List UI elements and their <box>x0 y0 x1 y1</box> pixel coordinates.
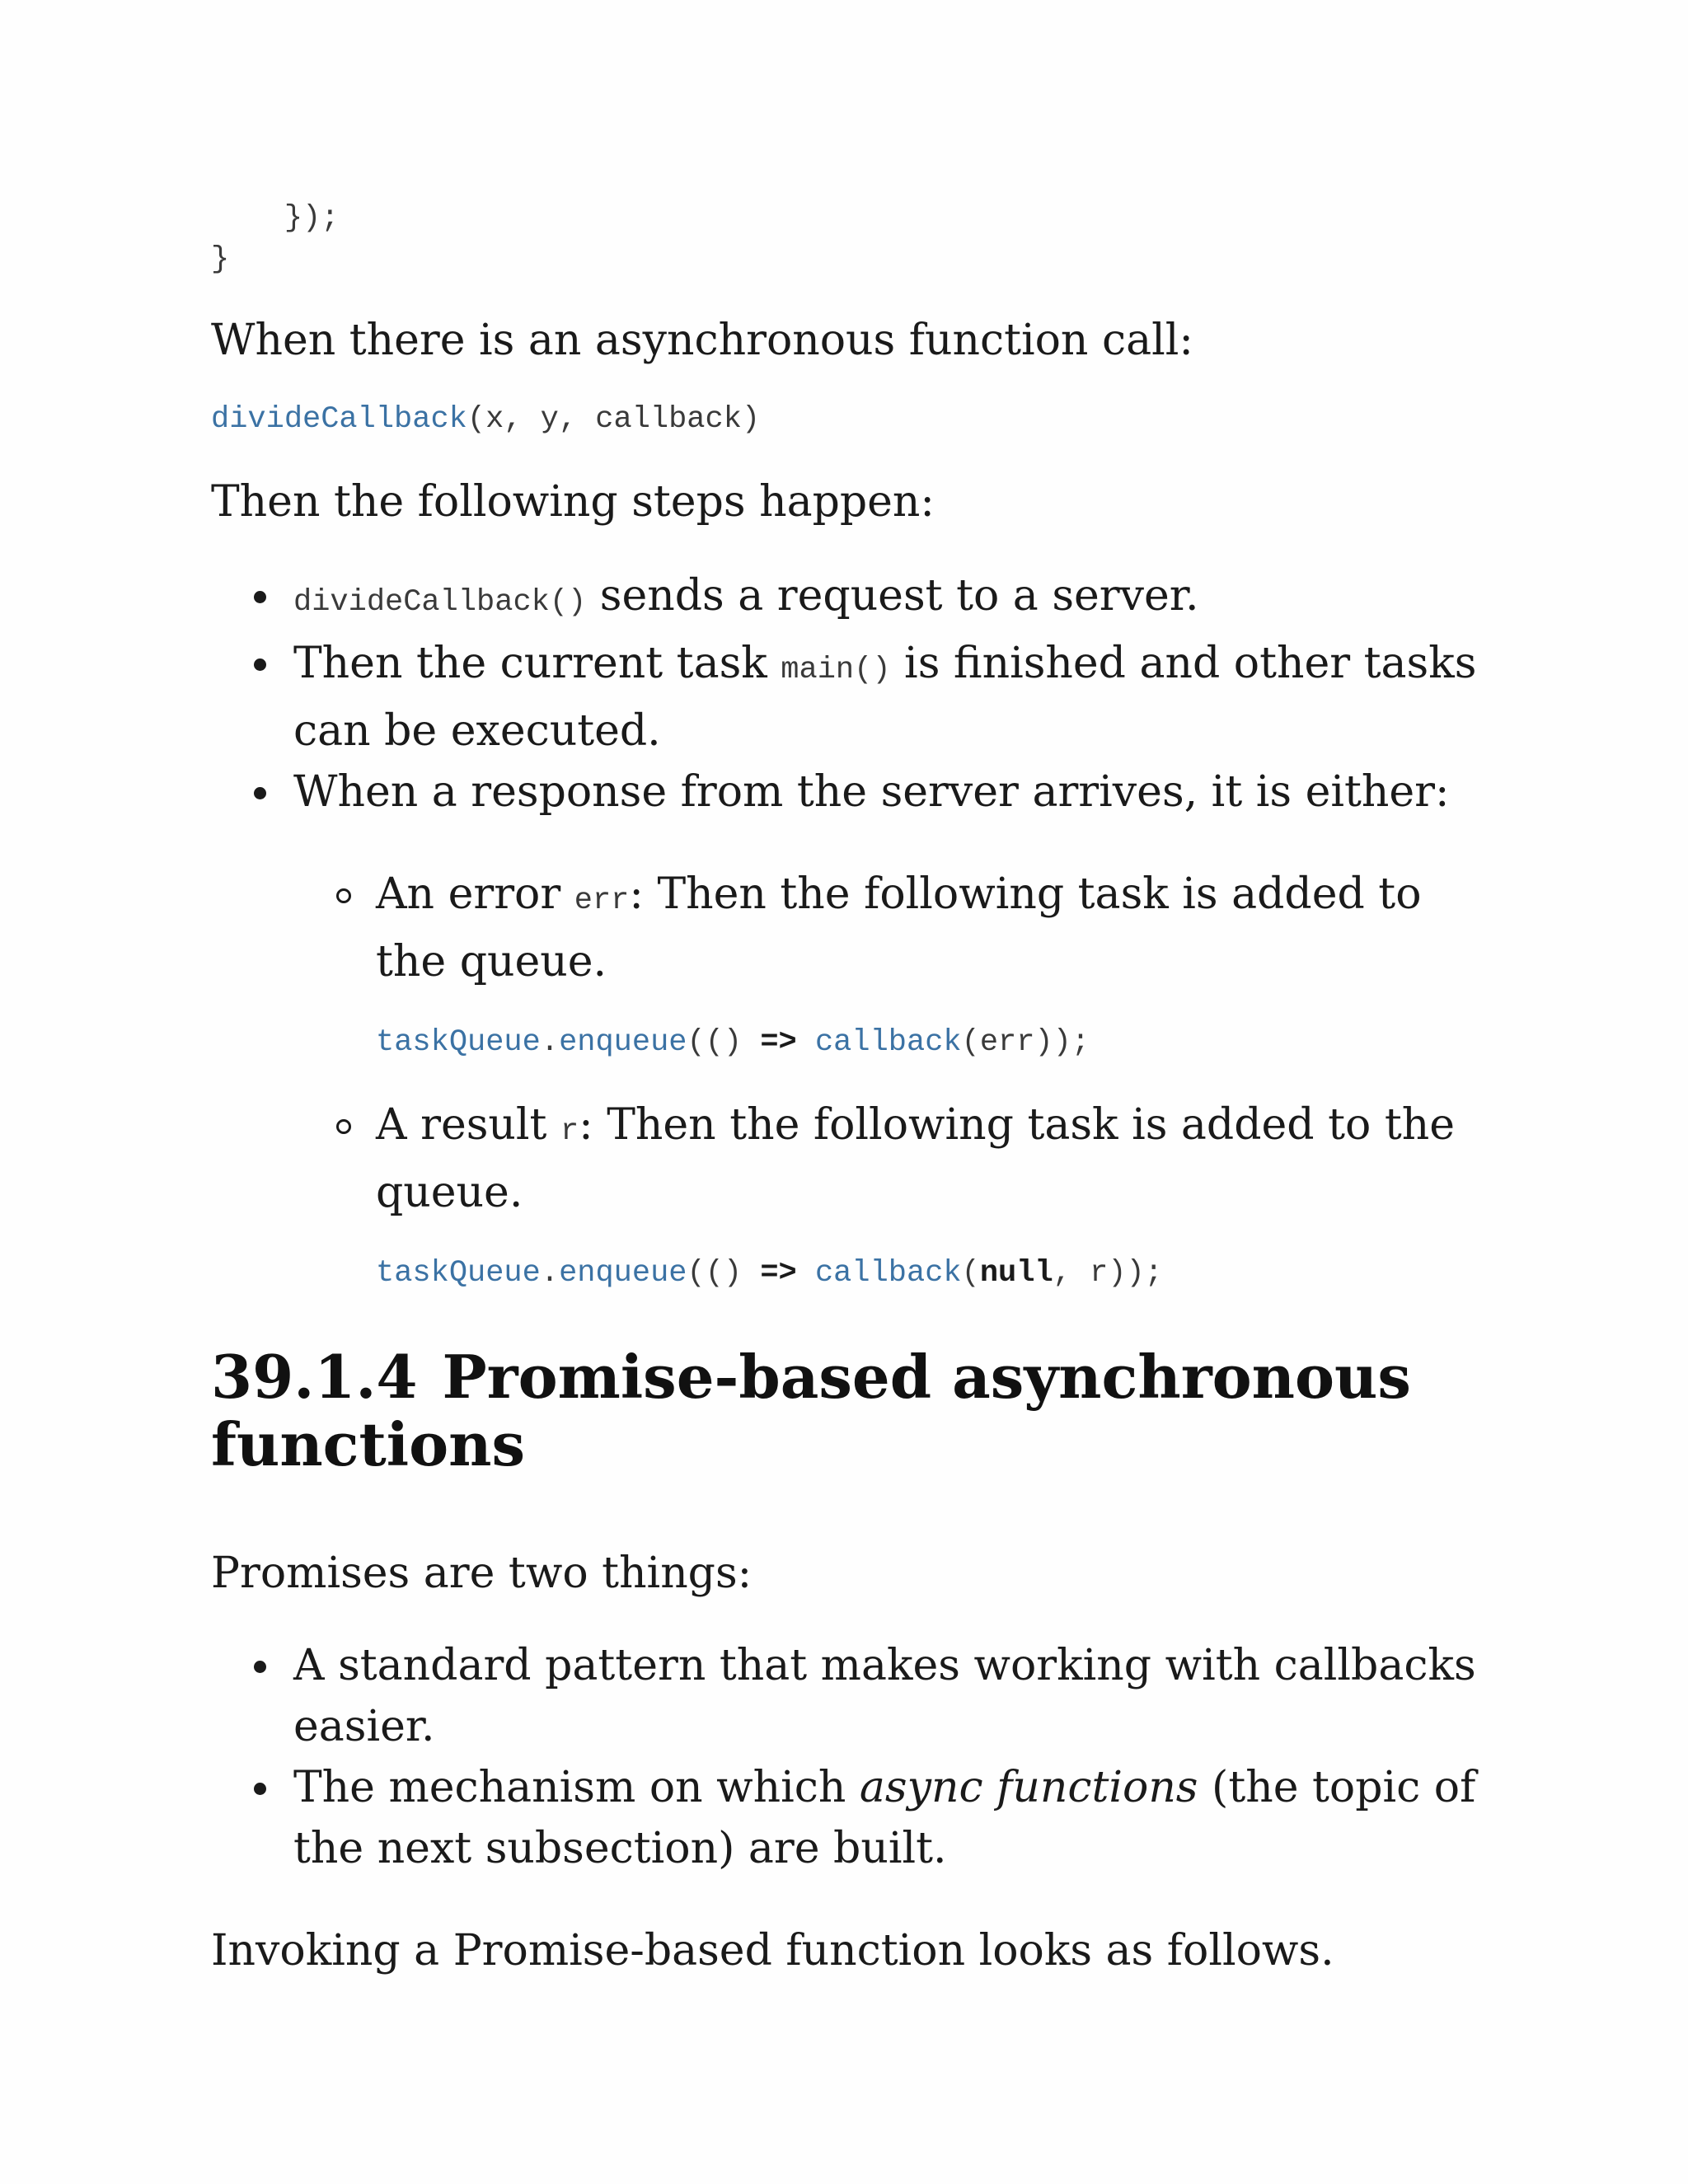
code-token: ( <box>961 1256 980 1291</box>
code-token: , r)); <box>1053 1256 1163 1291</box>
code-token: taskQueue <box>376 1256 541 1291</box>
paragraph: Invoking a Promise-based function looks as follows. <box>211 1926 1334 1975</box>
list-item <box>211 565 1497 633</box>
sublist-item-error <box>211 864 1497 992</box>
code-token: => <box>760 1025 797 1060</box>
code-token: (() <box>687 1025 761 1060</box>
list-item-text: : Then the following task is added to the queue. <box>376 869 1422 987</box>
code-token: callback <box>814 1256 962 1291</box>
code-token <box>797 1025 815 1060</box>
code-token: => <box>760 1256 797 1291</box>
code-token: (() <box>687 1256 761 1291</box>
list-item-text: The mechanism on which <box>293 1763 860 1812</box>
list-item-text: A standard pattern that makes working with callbacks easier. <box>293 1641 1476 1751</box>
code-block-call <box>211 399 1497 440</box>
section-number: 39.1.4 <box>211 1342 418 1412</box>
response-sublist <box>211 1094 1497 1223</box>
list-item <box>211 1635 1497 1757</box>
inline-code: r <box>560 1114 579 1149</box>
list-item-text: An error <box>376 869 574 919</box>
list-item-text: When a response from the server arrives, it is either: <box>293 767 1450 817</box>
code-token: enqueue <box>559 1025 687 1060</box>
list-item-text: (the topic of the next subsection) are built. <box>293 1763 1476 1873</box>
code-line: }); <box>211 201 340 236</box>
code-token: (err)); <box>961 1025 1090 1060</box>
code-block-top <box>211 198 1497 280</box>
list-item-text: A result <box>376 1100 560 1150</box>
list-item-text: : Then the following task is added to the queue. <box>376 1100 1455 1217</box>
steps-list <box>211 565 1497 823</box>
list-item-text: Then the current task <box>293 639 781 688</box>
code-args: (x, y, callback) <box>467 402 761 437</box>
code-token: . <box>540 1256 560 1291</box>
inline-code: err <box>574 883 630 918</box>
emphasis-text: async functions <box>859 1763 1198 1812</box>
paragraph: Promises are two things: <box>211 1549 753 1598</box>
code-token <box>797 1256 815 1291</box>
inline-code: main() <box>781 653 891 687</box>
code-token: taskQueue <box>376 1025 541 1060</box>
section-title: Promise-based asynchronous functions <box>211 1342 1411 1479</box>
inline-code: divideCallback() <box>293 585 587 620</box>
code-token: callback <box>814 1025 962 1060</box>
section-heading <box>211 1343 1497 1479</box>
list-item <box>211 1757 1497 1879</box>
paragraph: When there is an asynchronous function call: <box>211 316 1193 365</box>
code-line: } <box>211 242 230 277</box>
code-snippet-error <box>211 1022 1497 1063</box>
code-function: divideCallback <box>211 402 467 437</box>
code-token: . <box>540 1025 560 1060</box>
code-keyword: null <box>979 1256 1053 1291</box>
document-page <box>211 198 1497 1981</box>
response-sublist <box>211 864 1497 992</box>
sublist-item-result <box>211 1094 1497 1223</box>
list-item <box>211 633 1497 762</box>
list-item-text: sends a request to a server. <box>586 571 1199 621</box>
promises-list <box>211 1635 1497 1879</box>
list-item <box>211 762 1497 823</box>
paragraph: Then the following steps happen: <box>211 477 935 527</box>
code-token: enqueue <box>559 1256 687 1291</box>
list-item-text: is finished and other tasks can be executed. <box>293 639 1477 756</box>
code-snippet-result <box>211 1253 1497 1294</box>
